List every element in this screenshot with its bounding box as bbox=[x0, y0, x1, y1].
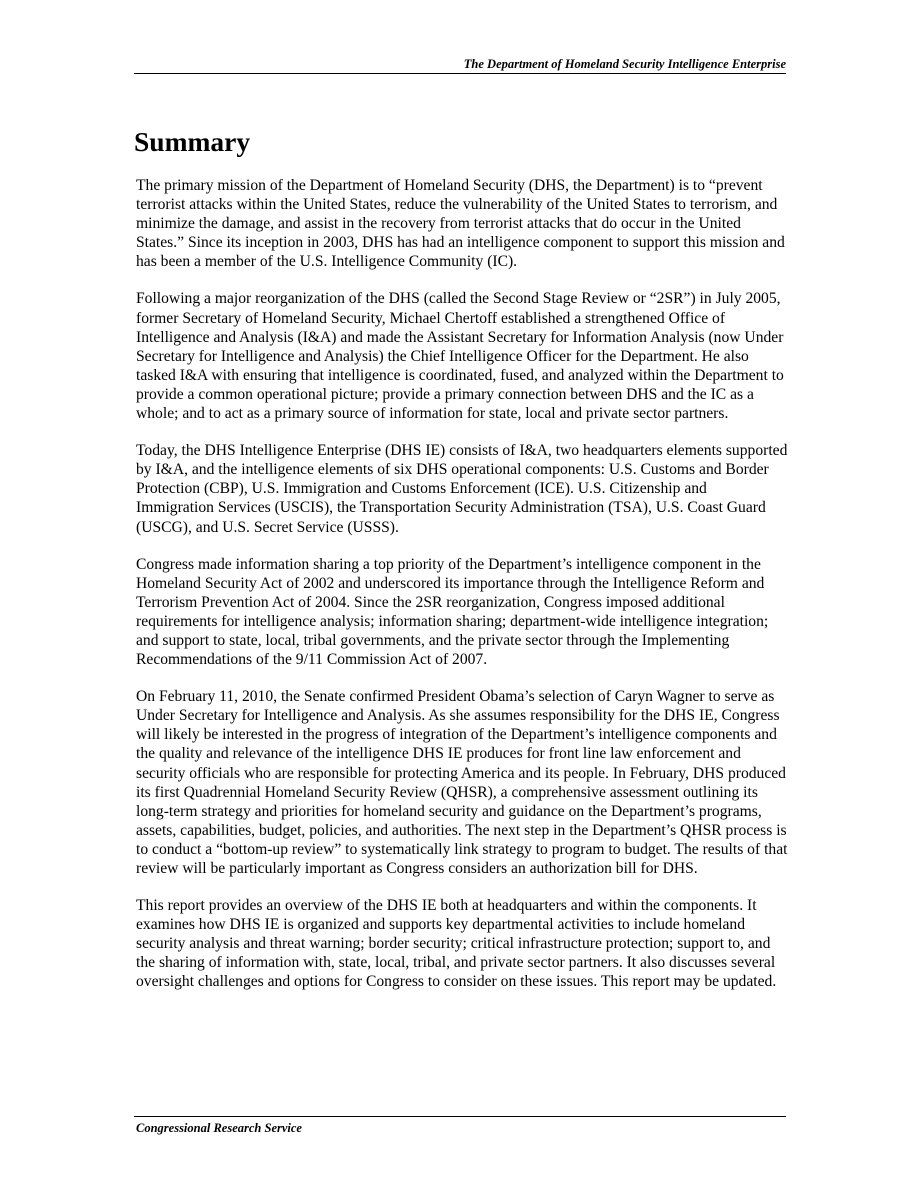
section-title: Summary bbox=[134, 126, 251, 157]
footer-divider bbox=[134, 1116, 786, 1117]
paragraph-mission: The primary mission of the Department of Homeland Security (DHS, the Department) is to “prevent terrorist attacks within the United States, reduce the vulnerability of the United States to terrorism, and minimize the damage, and assist in the recovery from terrorist attacks that do occur in the United States.” Since its inception in 2003, DHS has had an intelligence component to support this mission and has been a member of the U.S. Intelligence Community (IC). bbox=[136, 177, 785, 271]
paragraph-congress-priority: Congress made information sharing a top priority of the Department’s intelligence component in the Homeland Security Act of 2002 and underscored its importance through the Intelligence Reform and Terrorism Prevention Act of 2004. Since the 2SR reorganization, Congress imposed additional requirements for intelligence analysis; information sharing; department-wide intelligence integration; and support to state, local, tribal governments, and the private sector through the Implementing Recommendations of the 9/11 Commission Act of 2007. bbox=[136, 555, 769, 669]
running-header: The Department of Homeland Security Intelligence Enterprise bbox=[463, 57, 786, 71]
footer-publisher: Congressional Research Service bbox=[136, 1121, 302, 1135]
paragraph-composition: Today, the DHS Intelligence Enterprise (DHS IE) consists of I&A, two headquarters elements supported by I&A, and the intelligence elements of six DHS operational components: U.S. Customs and Border Protection (CBP), U.S. Immigration and Customs Enforcement (ICE). U.S. Citizenship and Immigration Services (USCIS), the Transportation Security Administration (TSA), U.S. Coast Guard (USCG), and U.S. Secret Service (USSS). bbox=[136, 442, 788, 536]
summary-body bbox=[136, 176, 788, 1010]
paragraph-reorganization: Following a major reorganization of the DHS (called the Second Stage Review or “2SR”) in July 2005, former Secretary of Homeland Security, Michael Chertoff established a strengthened Office of Intelligence and Analysis (I&A) and made the Assistant Secretary for Information Analysis (now Under Secretary for Intelligence and Analysis) the Chief Intelligence Officer for the Department. He also tasked I&A with ensuring that intelligence is coordinated, fused, and analyzed within the Department to provide a common operational picture; provide a primary connection between DHS and the IC as a whole; and to act as a primary source of information for state, local and private sector partners. bbox=[136, 290, 784, 423]
paragraph-report-overview: This report provides an overview of the DHS IE both at headquarters and within the components. It examines how DHS IE is organized and supports key departmental activities to include homeland security analysis and threat warning; border security; critical infrastructure protection; support to, and the sharing of information with, state, local, tribal, and private sector partners. It also discusses several oversight challenges and options for Congress to consider on these issues. This report may be updated. bbox=[136, 897, 777, 991]
paragraph-under-secretary: On February 11, 2010, the Senate confirmed President Obama’s selection of Caryn Wagner to serve as Under Secretary for Intelligence and Analysis. As she assumes responsibility for the DHS IE, Congress will likely be interested in the progress of integration of the Department’s intelligence components and the quality and relevance of the intelligence DHS IE produces for front line law enforcement and security officials who are responsible for protecting America and its people. In February, DHS produced its first Quadrennial Homeland Security Review (QHSR), a comprehensive assessment outlining its long-term strategy and priorities for homeland security and guidance on the Department’s programs, assets, capabilities, budget, policies, and authorities. The next step in the Department’s QHSR process is to conduct a “bottom-up review” to systematically link strategy to program to budget. The results of that review will be particularly important as Congress considers an authorization bill for DHS. bbox=[136, 688, 788, 877]
header-divider bbox=[134, 73, 786, 74]
